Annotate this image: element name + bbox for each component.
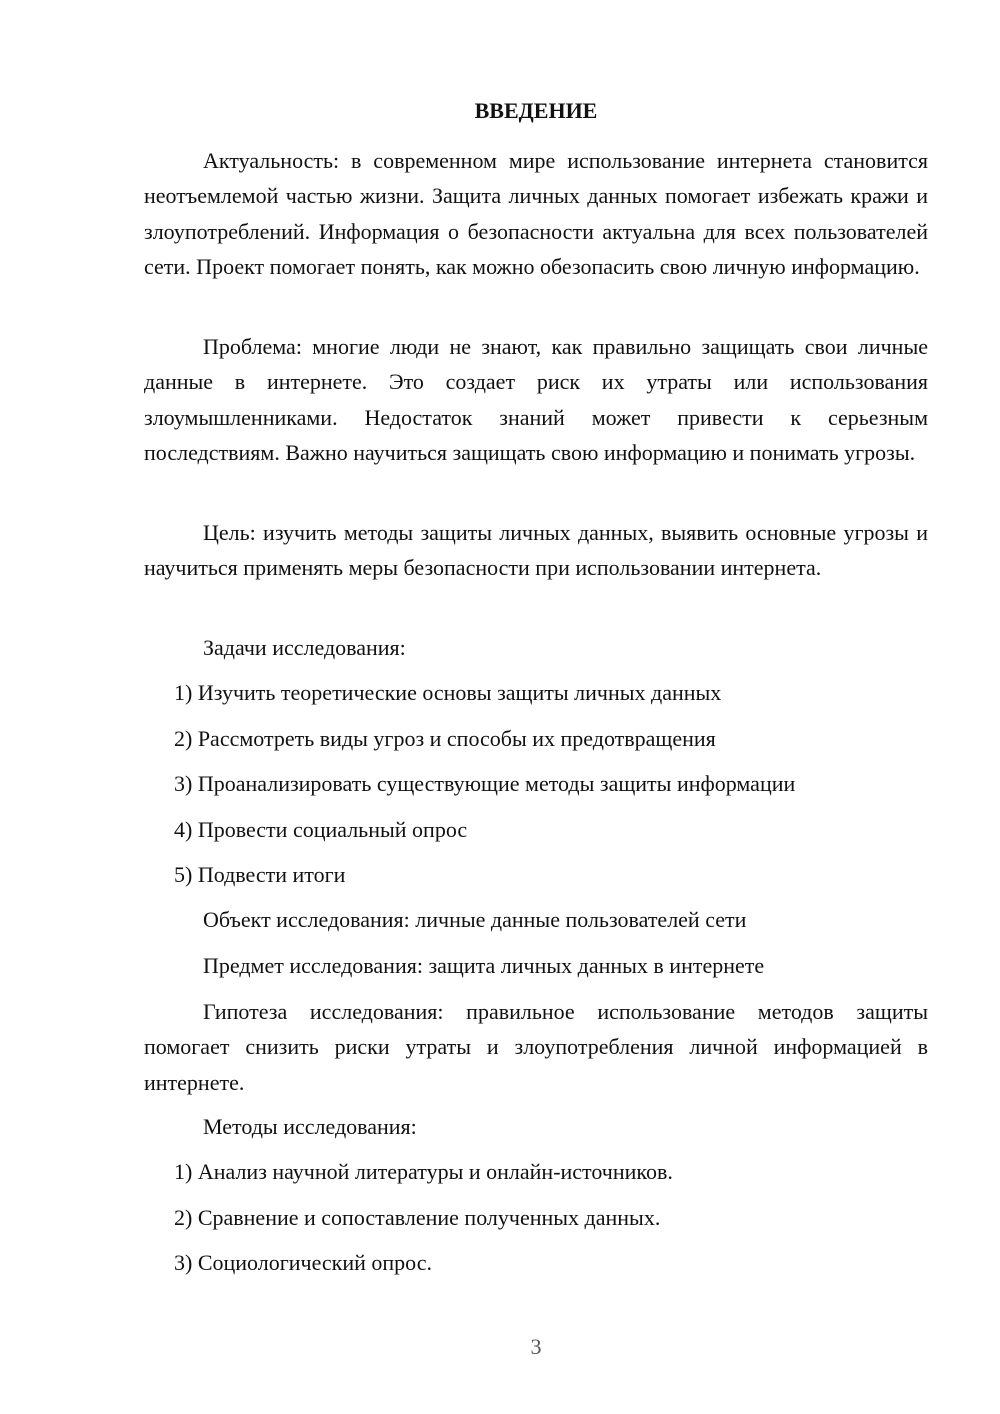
problem-paragraph: Проблема: многие люди не знают, как правильно защищать свои личные данные в интернете. Это создает риск их утраты или использования злоумышленниками. Недостаток знаний может привести к серьезным последствиям. Важно научиться защищать свою информацию и понимать угрозы.: [144, 334, 928, 465]
section-title: ВВЕДЕНИЕ: [474, 98, 598, 123]
method-item-2: 2) Сравнение и сопоставление полученных данных.: [174, 1205, 661, 1230]
task-item-1: 1) Изучить теоретические основы защиты личных данных: [174, 680, 722, 705]
method-item-1: 1) Анализ научной литературы и онлайн-источников.: [174, 1159, 673, 1184]
methods-heading: Методы исследования:: [203, 1114, 417, 1139]
relevance-paragraph: Актуальность: в современном мире использование интернета становится неотъемлемой частью жизни. Защита личных данных помогает избежать кражи и злоупотреблений. Информация о безопасности актуальна для всех пользователей сети. Проект помогает понять, как можно обезопасить свою личную информацию.: [144, 148, 928, 279]
task-item-4: 4) Провести социальный опрос: [174, 817, 468, 842]
task-item-5: 5) Подвести итоги: [174, 862, 346, 887]
research-subject: Предмет исследования: защита личных данных в интернете: [203, 953, 765, 978]
page-number: 3: [530, 1334, 542, 1359]
research-object: Объект исследования: личные данные пользователей сети: [203, 907, 747, 932]
method-item-3: 3) Социологический опрос.: [174, 1250, 432, 1275]
tasks-heading: Задачи исследования:: [203, 635, 406, 660]
task-item-2: 2) Рассмотреть виды угроз и способы их предотвращения: [174, 726, 716, 751]
goal-paragraph: Цель: изучить методы защиты личных данных, выявить основные угрозы и научиться применять меры безопасности при использовании интернета.: [144, 520, 928, 581]
task-item-3: 3) Проанализировать существующие методы защиты информации: [174, 771, 796, 796]
hypothesis-paragraph: Гипотеза исследования: правильное использование методов защиты помогает снизить риски утраты и злоупотребления личной информацией в интернете.: [144, 999, 928, 1095]
